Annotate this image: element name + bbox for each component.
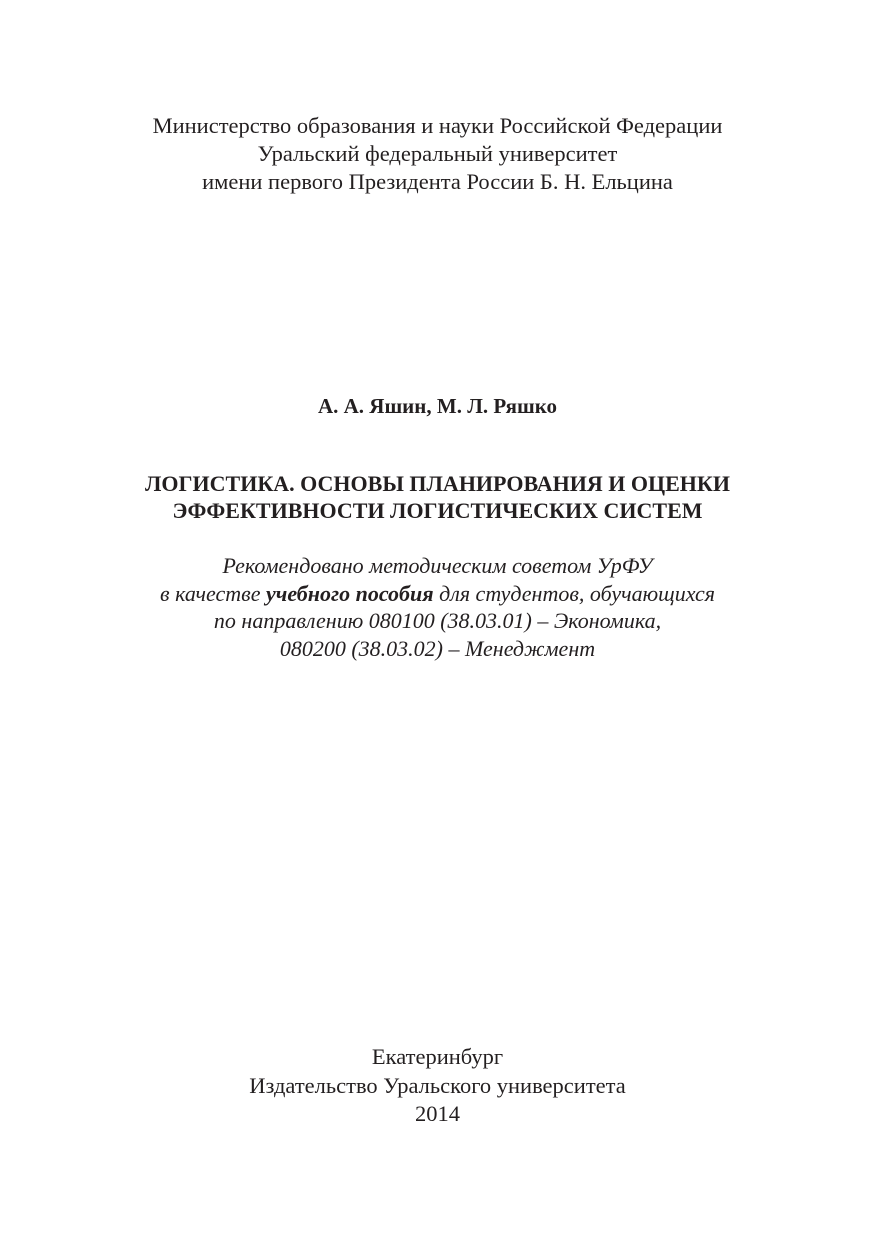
- recommendation-line-1: Рекомендовано методическим советом УрФУ: [222, 553, 653, 578]
- author-names: А. А. Яшин, М. Л. Ряшко: [317, 394, 558, 418]
- recommendation-line-2: [0, 580, 875, 608]
- university-name: Уральский федеральный университет: [257, 141, 618, 166]
- ministry-name: Министерство образования и науки Российской Федерации: [152, 113, 723, 138]
- recommendation-emphasis: учебного пособия: [266, 580, 434, 606]
- book-title: [0, 470, 875, 524]
- imprint-publisher: Издательство Уральского университета: [249, 1072, 626, 1098]
- imprint: [0, 1043, 875, 1129]
- recommendation-line-2-start: в качестве: [160, 580, 266, 606]
- recommendation-line-3: по направлению 080100 (38.03.01) – Экономика,: [213, 608, 662, 633]
- imprint-year: 2014: [415, 1101, 460, 1126]
- university-dedication: имени первого Президента России Б. Н. Ельцина: [202, 169, 673, 194]
- recommendation-line-4: 080200 (38.03.02) – Менеджмент: [279, 635, 596, 661]
- recommendation-note: [0, 552, 875, 662]
- book-title-line-2: ЭФФЕКТИВНОСТИ ЛОГИСТИЧЕСКИХ СИСТЕМ: [172, 498, 703, 523]
- book-title-line-1: ЛОГИСТИКА. ОСНОВЫ ПЛАНИРОВАНИЯ И ОЦЕНКИ: [145, 471, 730, 496]
- institution-header: [0, 112, 875, 196]
- recommendation-line-2-end: для студентов, обучающихся: [433, 580, 715, 606]
- authors: [0, 392, 875, 420]
- imprint-city: Екатеринбург: [371, 1044, 504, 1069]
